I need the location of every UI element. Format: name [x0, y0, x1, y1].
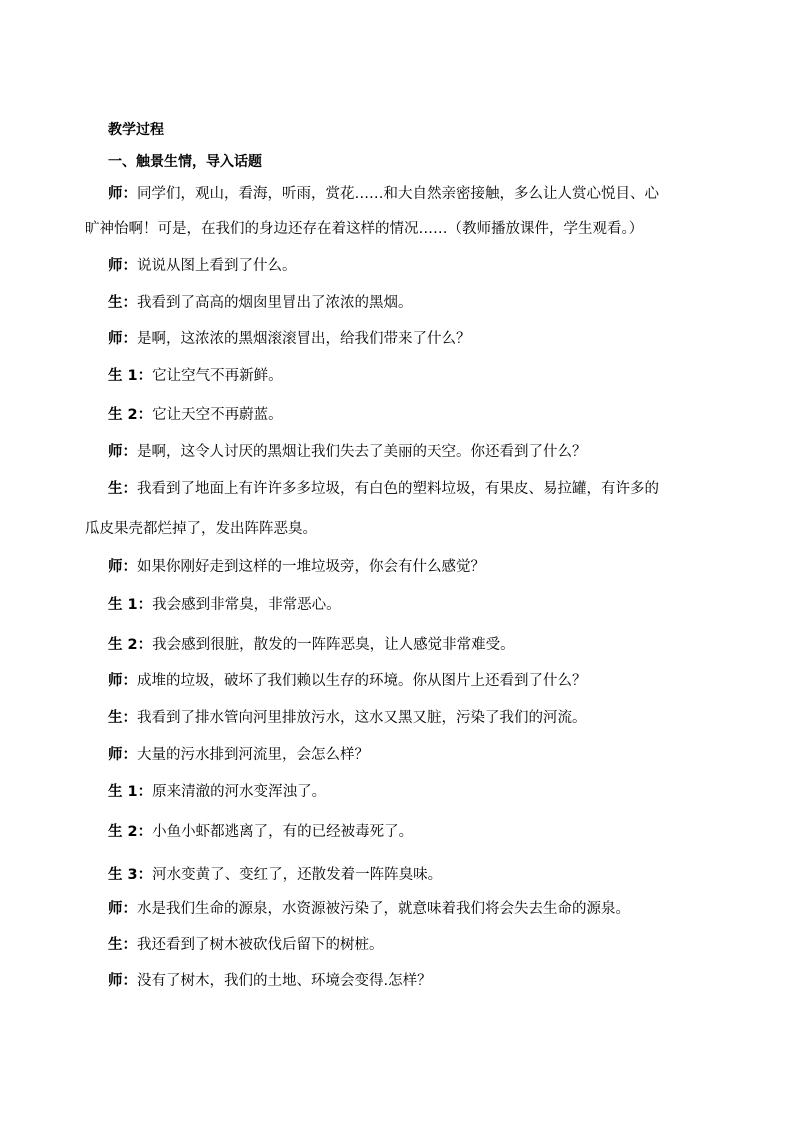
speaker-label: 师：: [108, 559, 137, 575]
dialogue-text: 我看到了排水管向河里排放污水，这水又黑又脏，污染了我们的河流。: [137, 710, 587, 726]
document-title: 教学过程: [108, 122, 164, 138]
speaker-label: 师：: [108, 673, 137, 689]
dialogue-text: 原来清澈的河水变浑浊了。: [152, 784, 327, 800]
speaker-label: 生 2：: [108, 824, 153, 840]
speaker-label: 师：: [108, 747, 137, 763]
dialogue-text: 它让空气不再新鲜。: [152, 368, 283, 384]
section-heading: 一、触景生情，导入话题: [108, 154, 262, 170]
dialogue-line: [108, 480, 659, 498]
dialogue-text: 我看到了高高的烟囱里冒出了浓浓的黑烟。: [137, 295, 413, 311]
dialogue-line: [108, 636, 515, 654]
dialogue-text: 我会感到很脏，散发的一阵阵恶臭，让人感觉非常难受。: [152, 637, 515, 653]
dialogue-text: 我会感到非常臭，非常恶心。: [152, 597, 341, 613]
dialogue-line: [108, 558, 485, 576]
speaker-label: 生 1：: [108, 368, 153, 384]
dialogue-line: [108, 900, 630, 918]
dialogue-line-continuation: 瓜皮果壳都烂掉了，发出阵阵恶臭。: [85, 521, 317, 537]
speaker-label: 生 2：: [108, 407, 153, 423]
dialogue-line: [108, 185, 659, 203]
speaker-label: 生 2：: [108, 637, 153, 653]
dialogue-line: [108, 367, 283, 385]
speaker-label: 生 1：: [108, 597, 153, 613]
dialogue-text: 水是我们生命的源泉，水资源被污染了，就意味着我们将会失去生命的源泉。: [137, 901, 630, 917]
speaker-label: 生：: [108, 710, 137, 726]
speaker-label: 师：: [108, 973, 137, 989]
speaker-label: 师：: [108, 901, 137, 917]
dialogue-text: 它让天空不再蔚蓝。: [152, 407, 283, 423]
dialogue-line: [108, 783, 326, 801]
speaker-label: 师：: [108, 444, 137, 460]
speaker-label: 生：: [108, 481, 137, 497]
speaker-label: 师：: [108, 258, 137, 274]
dialogue-line: [108, 294, 413, 312]
speaker-label: 师：: [108, 331, 137, 347]
dialogue-text: 没有了树木，我们的土地、环境会变得.怎样？: [137, 973, 432, 989]
dialogue-line: [108, 443, 587, 461]
speaker-label: 生：: [108, 937, 137, 953]
speaker-label: 生 1：: [108, 784, 153, 800]
dialogue-line: [108, 709, 587, 727]
dialogue-text: 同学们，观山，看海，听雨，赏花……和大自然亲密接触，多么让人赏心悦目、心: [137, 186, 659, 202]
dialogue-text: 河水变黄了、变红了，还散发着一阵阵臭味。: [152, 867, 443, 883]
dialogue-line-continuation: 旷神怡啊！可是，在我们的身边还存在着这样的情况……（教师播放课件，学生观看。）: [85, 221, 644, 237]
dialogue-text: 成堆的垃圾，破坏了我们赖以生存的环境。你从图片上还看到了什么？: [137, 673, 587, 689]
dialogue-line: [108, 257, 297, 275]
dialogue-text: 小鱼小虾都逃离了，有的已经被毒死了。: [152, 824, 414, 840]
dialogue-line: [108, 936, 384, 954]
dialogue-line: [108, 823, 413, 841]
dialogue-line: [108, 972, 432, 990]
dialogue-text: 是啊，这令人讨厌的黑烟让我们失去了美丽的天空。你还看到了什么？: [137, 444, 587, 460]
dialogue-line: [108, 672, 587, 690]
speaker-label: 生 3：: [108, 867, 153, 883]
dialogue-text: 大量的污水排到河流里，会怎么样？: [137, 747, 369, 763]
dialogue-text: 我看到了地面上有许许多多垃圾，有白色的塑料垃圾，有果皮、易拉罐，有许多的: [137, 481, 659, 497]
speaker-label: 师：: [108, 186, 137, 202]
dialogue-text: 我还看到了树木被砍伐后留下的树桩。: [137, 937, 384, 953]
dialogue-text: 是啊，这浓浓的黑烟滚滚冒出，给我们带来了什么？: [137, 331, 471, 347]
dialogue-line: [108, 866, 442, 884]
dialogue-line: [108, 746, 369, 764]
dialogue-text: 说说从图上看到了什么。: [137, 258, 297, 274]
speaker-label: 生：: [108, 295, 137, 311]
dialogue-line: [108, 330, 471, 348]
dialogue-line: [108, 596, 341, 614]
dialogue-text: 如果你刚好走到这样的一堆垃圾旁，你会有什么感觉？: [137, 559, 485, 575]
dialogue-line: [108, 406, 283, 424]
